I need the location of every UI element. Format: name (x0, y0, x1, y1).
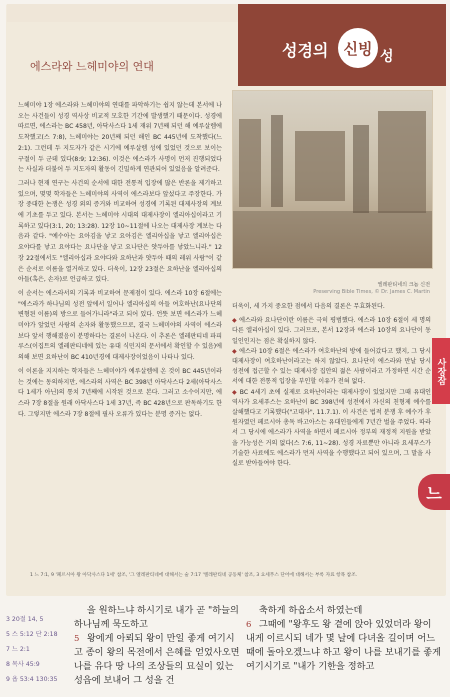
margin-note: 8 목사 45:9 (6, 661, 40, 668)
series-title (282, 38, 394, 65)
photo-credit: Preserving Bible Times, © Dr. James C. Martin (313, 289, 430, 296)
margin-note: 5 스 5:12 단 2:18 (6, 631, 58, 638)
series-title-suffix: 성 (380, 49, 394, 65)
bullet-item (232, 316, 431, 347)
bullet-icon: ◆ (232, 388, 238, 396)
decorative-strip (7, 4, 238, 22)
verse-text: 왕에게 아뢰되 왕이 만일 좋게 여기시고 종이 왕의 목전에서 은혜를 얻었사오면 나를 유다 땅 나의 조상들의 묘실이 있는 성읍에 보내어 그 성을 건 (74, 633, 240, 686)
bullet-icon: ◆ (232, 317, 237, 325)
scripture-right-column (246, 604, 442, 674)
margin-note: 3 20절 14, 5 (6, 616, 44, 623)
verse-number: 6 (246, 620, 252, 630)
footnote: 1 느 7:1, 9 '폐르시아 왕 아닥사스다 1세' 참조, '그 엘레판티네에 대해서는 술 7:17 '엘레판티네 공동체' 참조, 3 요세푸스 단어에 대해서는 부록 자료 항목 참조. (30, 573, 358, 578)
left-article-column (18, 101, 222, 420)
photo-caption-title: 엘레판티네의 크놈 신전 (377, 282, 430, 288)
article-paragraph: 그러나 현재 연구는 사건의 순서에 대한 전통적 입장에 많은 반론을 제기하고 있으며, 몇몇 학자들은 느헤미야의 사역이 에스라보다 앞섰다고 주장한다. 가장 중대한 논쟁은 성경 외의 증거와 비교하여 성경에 기록된 대제사장의 계보에 기초를 두고 있다. 본서는 느헤미야 시대의 대제사장이 엘리아십이라고 기록하고 있다(3:1, 20; 13:28). 12장 10~11절에 나오는 대제사장 계보는 다음과 같다. "예수아는 요아김을 낳고 요아김은 엘리아십을 낳고 엘리아십은 요야다를 낳고 요야다는 요나단을 낳고 요나단은 얏두아를 낳았느니라." 12장 22절에서도 "엘리아십과 요야다와 요하난과 얏두아 때의 레위 사람"이 같은 순서로 이름을 열거하고 있다. 더욱이, 12장 23절은 요하난을 엘리아십의 아들(혹은, 손자)로 언급하고 있다. (18, 179, 222, 284)
article-paragraph: 이 이론을 지지하는 학자들은 느헤미야가 예루살렘에 온 것이 BC 445년이라는 것에는 동의하지만, 에스라의 사역은 BC 398년 아닥사스다 2세(아닥사스다 1세가 아닌)의 통치 7년째에 시작된 것으로 본다. 그러고 소수이지만, 에스라 7장 8절을 원래 아닥사스다 1세 37년, 즉 BC 428년으로 판독하기도 한다. 그렇지만 에스라 7장 8절에 필사 오류가 있다는 분명 증거는 없다. (18, 367, 222, 418)
verse-text: 을 원하느냐 하시기로 내가 곧 "하늘의 하나님께 묵도하고 (74, 605, 239, 630)
margin-note: 9 욥 53:4 130:35 (6, 676, 58, 683)
verse-number: 5 (74, 634, 80, 644)
margin-notes (6, 612, 76, 687)
bullet-text: BC 4세기 초에 실제로 요하난이라는 대제사장이 있었지만 그때 유대인 역사가 요세푸스는 요하난이 BC 398년에 성전에서 자신의 친형제 예수를 살해했다고 기록했다("고대사", 11.7.1). 이 사건은 법적 분쟁 후 예수가 후원자였던 페르시아 총독 바고아스는 유대인들에게 7년간 벌을 주었다. 따라서 그 당시에 에스라가 사역을 하면서 페르시아 정부의 재정적 지원을 받았을 가능성은 거의 없다(스 7:6, 11~28). 성경 자료뿐만 아니라 요세푸스가 기술한 사료에도 에스라가 먼저 사역을 수행했다고 되어 있으며, 그 말을 사실로 받아들여야 한다. (232, 388, 432, 468)
article-paragraph: 느헤미야 1장 에스라와 느헤미야의 연대를 파악하기는 쉽지 않는데 본서에 나오는 사건들이 성경 역사상 비교적 모호한 기간에 발생했기 때문이다. 성경에 따르면, 에스라는 BC 458년, 아닥사스다 1세 재위 7년째 되던 해 예루살렘에 도착했고(스 7:8), 느헤미야는 20년째 되던 해인 BC 445년에 도착했다(느 2:1). 그런데 두 지도자가 같은 시기에 예루살렘 성에 있었던 것으로 보이는 구절이 두 군데 있다(8:9; 12:36). 이것은 에스라가 사명이 먼저 진행되었다는 사실과 더불어 두 지도자의 활동이 긴밀하게 연관되어 있었음을 알려준다. (18, 102, 223, 174)
right-article-column (232, 302, 431, 469)
article-intro: 더욱이, 세 가지 중요한 점에서 다음의 결론은 무효화된다. (232, 303, 385, 310)
margin-note: 7 느 2:1 (6, 646, 30, 653)
bullet-text: 에스라와 요나단이란 이름은 극히 평범했다. 에스라 10장 6절이 세 명의 다른 엘리아십이 있다. 그러므로, 본서 12장과 에스라 10장의 요나단이 동일인인지는 점은 확실하지 않다. (232, 317, 432, 345)
bullet-icon: ◆ (232, 347, 237, 355)
article-paragraph: 이 순서는 에스라서의 기록과 비교하여 문제점이 있다. 에스라 10장 6절에는 "에스라가 하나님의 성전 앞에서 일어나 엘리아십의 아들 여호하난(요나단의 변형된 이름)의 방으로 들어가니라"라고 되어 있다. 언뜻 보면 에스라가 느헤미야가 앞었던 사람의 손자와 활동했으므로, 결국 느헤미야의 사역이 에스라보다 앞서 행해졌음이 분명하다는 결론이 나온다. 이 추론은 엘레판티네 파피루스(이집트의 엘레판티네에 있는 유대 식민지의 문서에서 확인할 수 있음)에 의해 보면 요하난이 BC 410년경에 대제사장이었음이 나타나 있다. (18, 289, 222, 362)
temple-ruins-photo (232, 90, 433, 269)
scripture-verse (74, 632, 241, 688)
series-title-badge: 신빙 (338, 28, 378, 68)
page-title: 에스라와 느헤미야의 연대 (30, 60, 154, 73)
book-tab[interactable]: 사장잠 (432, 338, 450, 404)
series-title-text: 성경의 (282, 41, 329, 60)
section-tab[interactable]: 느 (418, 474, 450, 510)
scripture-verse (246, 604, 442, 618)
verse-text: 축하게 하옵소서 하였는데 (258, 605, 363, 616)
scripture-verse (246, 618, 442, 674)
bullet-text: 에스라 10장 6절은 에스라가 여호하난의 방에 들어갔다고 했지, 그 당시 대제사장이 여호하난이라고는 하지 않았다. 요나단이 에스라와 만날 당시 성전에 접근할 수 있는 대제사장 집안의 젊은 사람이라고 가정하면 시간 순서에 대한 전통적 입장을 부인할 이유가 전혀 없다. (232, 347, 432, 386)
verse-text: 그때에 "왕후도 왕 곁에 앉아 있었더라 왕이 내게 이르시되 네가 몇 날에 다녀올 길이며 어느 때에 돌아오겠느냐 하고 왕이 나를 보내기를 좋게 여기시기로 "내가 기한을 정하고 (246, 619, 442, 672)
scripture-verse (74, 604, 241, 632)
bullet-item (232, 388, 431, 470)
bullet-item (232, 347, 431, 388)
photo-caption (300, 282, 430, 296)
scripture-left-column (74, 604, 241, 688)
